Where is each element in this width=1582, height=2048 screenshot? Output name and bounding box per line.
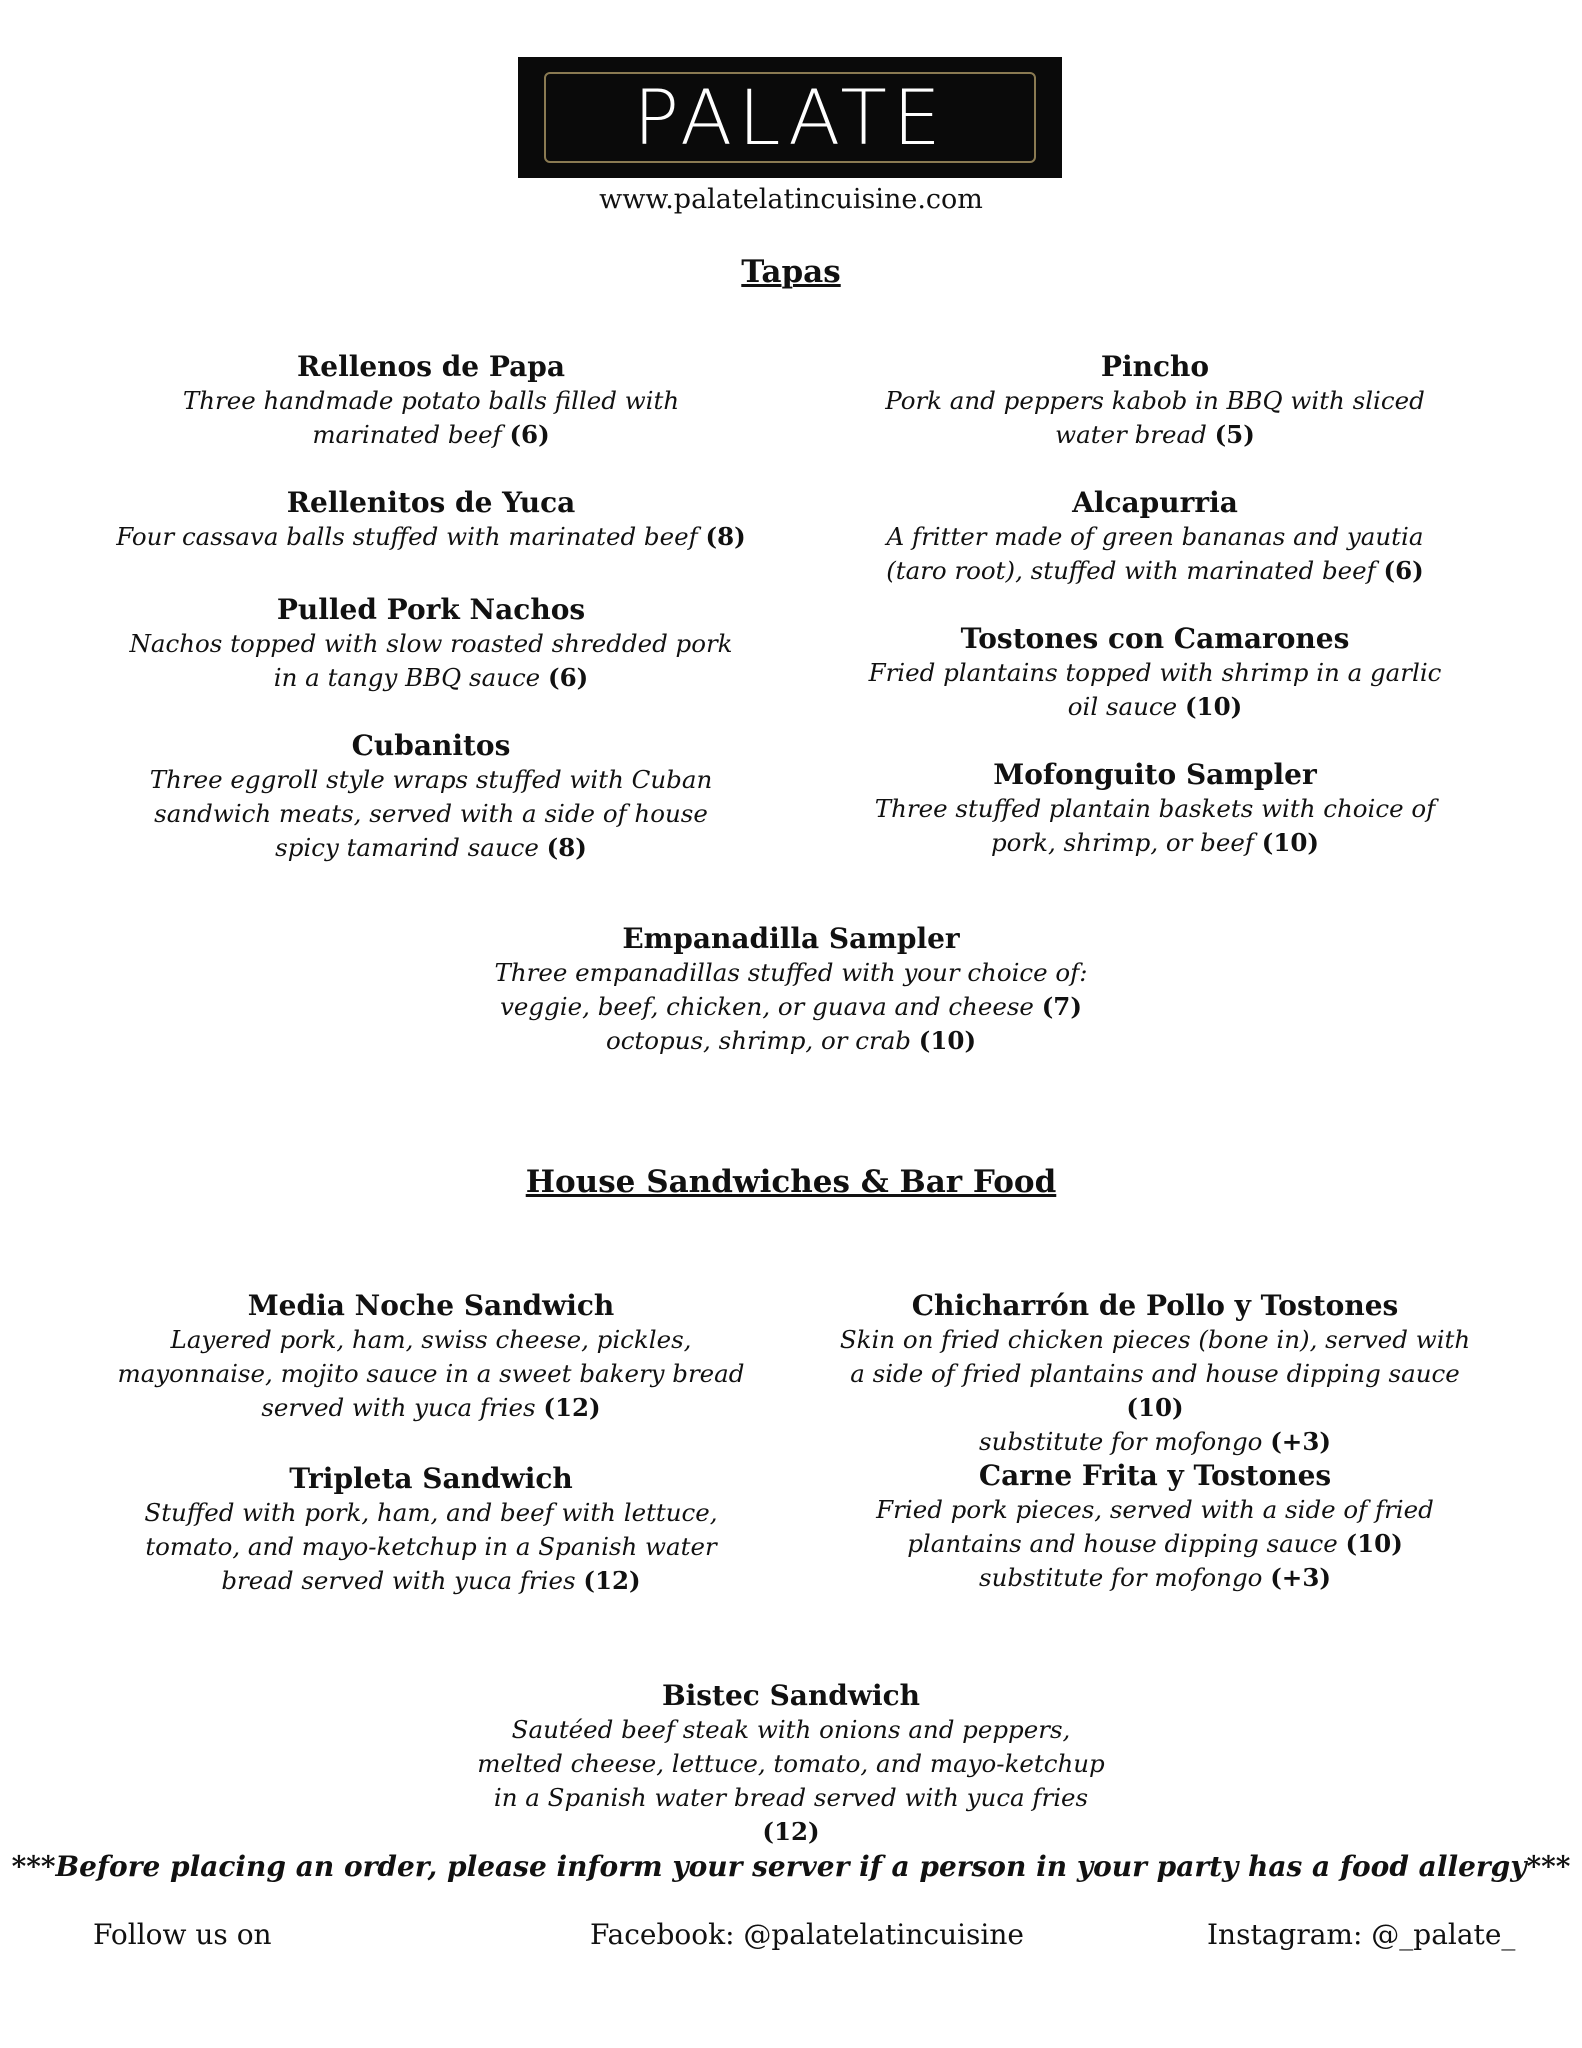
- item-price: (12): [583, 1566, 641, 1595]
- item-price: (12): [762, 1817, 820, 1846]
- menu-item: [96, 593, 766, 695]
- menu-item: [96, 1289, 766, 1425]
- item-name: Mofonguito Sampler: [993, 758, 1317, 791]
- menu-item: [96, 1462, 766, 1598]
- sandwiches-heading: House Sandwiches & Bar Food: [525, 1164, 1057, 1200]
- item-substitute-price: (+3): [1270, 1563, 1331, 1592]
- website-url: www.palatelatincuisine.com: [599, 184, 983, 215]
- item-description: Three stuffed plantain baskets with choice of pork, shrimp, or beef: [874, 794, 1436, 857]
- item-description: Pork and peppers kabob in BBQ with sliced water bread: [885, 386, 1425, 449]
- menu-item: [471, 1679, 1111, 1849]
- item-description: Skin on fried chicken pieces (bone in), served with a side of fried plantains and house dipping sauce: [839, 1325, 1471, 1388]
- item-description: A fritter made of green bananas and yautia (taro root), stuffed with marinated beef: [886, 522, 1424, 585]
- instagram-handle[interactable]: Instagram: @_palate_: [1207, 1918, 1516, 1951]
- item-name: Carne Frita y Tostones: [978, 1459, 1332, 1492]
- item-substitute: substitute for mofongo: [979, 1563, 1263, 1592]
- item-name: Rellenos de Papa: [296, 350, 566, 383]
- item-substitute: substitute for mofongo: [979, 1427, 1263, 1456]
- item-price: (7): [1041, 992, 1082, 1021]
- menu-item: [820, 1289, 1490, 1459]
- item-price: (8): [546, 833, 587, 862]
- item-description: Three eggroll style wraps stuffed with Cuban sandwich meats, served with a side of house spicy tamarind sauce: [149, 765, 713, 862]
- menu-item: [96, 350, 766, 452]
- item-description: Stuffed with pork, ham, and beef with lettuce, tomato, and mayo-ketchup in a Spanish water bread served with yuca fries: [144, 1498, 718, 1595]
- item-name: Rellenitos de Yuca: [286, 486, 576, 519]
- item-description: Three handmade potato balls filled with marinated beef: [182, 386, 680, 449]
- menu-item: [96, 486, 766, 554]
- menu-item: [820, 758, 1490, 860]
- logo-frame: [544, 72, 1036, 163]
- facebook-handle[interactable]: Facebook: @palatelatincuisine: [590, 1918, 1024, 1951]
- menu-item: [820, 350, 1490, 452]
- follow-us-label: Follow us on: [93, 1918, 272, 1951]
- item-price: (10): [918, 1026, 977, 1055]
- item-description: Layered pork, ham, swiss cheese, pickles, mayonnaise, mojito sauce in a sweet bakery bread served with yuca fries: [117, 1325, 745, 1422]
- item-description-line: octopus, shrimp, or crab: [605, 1026, 911, 1055]
- menu-item: [96, 729, 766, 865]
- item-price: (6): [509, 420, 550, 449]
- item-price: (10): [1184, 692, 1243, 721]
- menu-item: [820, 1459, 1490, 1595]
- item-description: Four cassava balls stuffed with marinated beef: [116, 522, 698, 551]
- item-name: Pulled Pork Nachos: [276, 593, 586, 626]
- item-price: (10): [1126, 1393, 1184, 1422]
- allergy-notice: ***Before placing an order, please inform your server if a person in your party has a food allergy***: [11, 1850, 1571, 1883]
- menu-item-empanadilla: [391, 922, 1191, 1058]
- item-name: Tripleta Sandwich: [289, 1462, 573, 1495]
- item-name: Chicharrón de Pollo y Tostones: [911, 1289, 1399, 1322]
- item-name: Media Noche Sandwich: [247, 1289, 615, 1322]
- logo-text: PALATE: [633, 72, 947, 162]
- item-description-line: veggie, beef, chicken, or guava and cheese: [500, 992, 1034, 1021]
- item-price: (12): [543, 1393, 601, 1422]
- tapas-heading: Tapas: [741, 254, 841, 290]
- item-name: Empanadilla Sampler: [622, 922, 960, 955]
- menu-item: [820, 486, 1490, 588]
- item-price: (5): [1214, 420, 1255, 449]
- item-description: Sautéed beef steak with onions and peppers, melted cheese, lettuce, tomato, and mayo-ketchup in a Spanish water bread served with yuca fries: [477, 1715, 1105, 1812]
- item-price: (6): [1383, 556, 1424, 585]
- item-description: Nachos topped with slow roasted shredded pork in a tangy BBQ sauce: [129, 629, 733, 692]
- item-name: Cubanitos: [351, 729, 511, 762]
- item-description-line: Three empanadillas stuffed with your choice of:: [494, 958, 1088, 987]
- item-price: (8): [705, 522, 746, 551]
- item-price: (10): [1345, 1529, 1403, 1558]
- item-name: Bistec Sandwich: [661, 1679, 921, 1712]
- item-name: Pincho: [1100, 350, 1210, 383]
- item-name: Alcapurria: [1072, 486, 1238, 519]
- item-description: Fried pork pieces, served with a side of fried plantains and house dipping sauce: [876, 1495, 1434, 1558]
- item-price: (10): [1261, 828, 1320, 857]
- item-description: Fried plantains topped with shrimp in a garlic oil sauce: [868, 658, 1442, 721]
- item-name: Tostones con Camarones: [960, 622, 1350, 655]
- item-substitute-price: (+3): [1270, 1427, 1331, 1456]
- logo: [518, 57, 1062, 178]
- item-price: (6): [547, 663, 589, 692]
- menu-item: [820, 622, 1490, 724]
